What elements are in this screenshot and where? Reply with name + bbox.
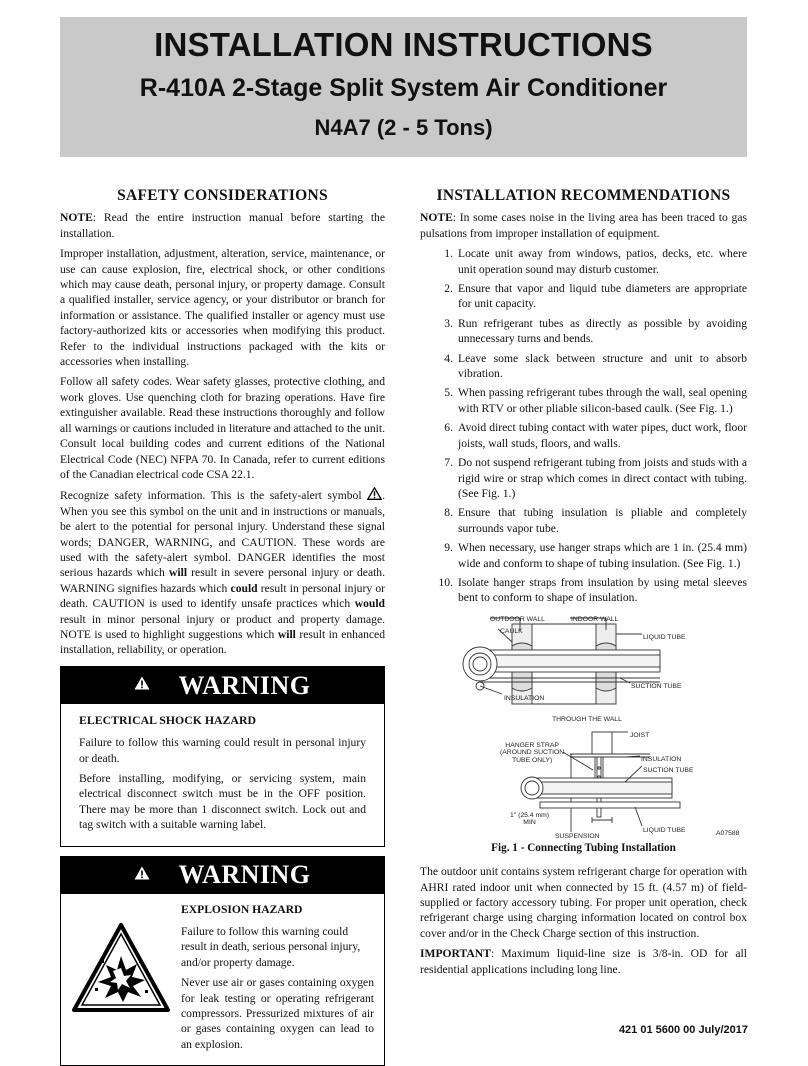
safety-title: SAFETY CONSIDERATIONS [117,187,328,204]
charge-paragraph: The outdoor unit contains system refrigerant charge for operation with AHRI rated indoor unit when connected by 15 ft. (4.57 m) of field-supplied or factory accessory tubing. For proper unit operation, check refrigerant charge using charging information located on control box cover and/or in the Check Charge section of this instruction. [420,865,747,940]
warning-triangle-icon [134,866,150,884]
label-suction-tube: SUCTION TUBE [631,682,682,690]
safety-paragraph-1: Improper installation, adjustment, alteration, service, maintenance, or use can cause explosion, fire, electrical shock, or other conditions which may cause death, personal injury, or property damage. Consult a qualified installer, service agency, or your distributor or branch for information or assistance. The qualified installer or agency must use factory-authorized kits or accessories when modifying this product. Refer to the individual instructions packaged with the kits or accessories when installing. [60,247,385,369]
list-item: 5. When passing refrigerant tubes through the wall, seal opening with RTV or other pliable silicon-based caulk. (See Fig. 1.) [444,386,747,415]
warning-bar [61,857,384,894]
header-banner [60,17,747,157]
label-joist: JOIST [630,731,650,739]
right-column [420,188,747,982]
warning-box-explosion [60,856,385,1066]
list-item: 1. Locate unit away from windows, patios, decks, etc. where unit operation sound may disturb customer. [444,247,747,276]
model-number: N4A7 (2 - 5 Tons) [314,115,493,140]
warning-heading: ELECTRICAL SHOCK HAZARD [79,712,256,727]
list-item: 8. Ensure that tubing insulation is pliable and completely surrounds vapor tube. [444,506,747,535]
document-subtitle: R-410A 2-Stage Split System Air Conditioner [139,74,668,102]
recommendations-list [420,246,747,606]
document-title: INSTALLATION INSTRUCTIONS [154,26,653,63]
list-item: 3. Run refrigerant tubes as directly as possible by avoiding unnecessary turns and bends. [444,316,747,346]
warning-label: WARNING [178,670,311,700]
list-item: 2. Ensure that vapor and liquid tube diameters are appropriate for unit capacity. [444,282,747,311]
label-insulation-2: INSULATION [641,755,682,763]
label-insulation: INSULATION [504,694,545,702]
label-min-dimension: 1" (25.4 mm) MIN [510,811,550,827]
important-paragraph: IMPORTANT: Maximum liquid-line size is 3/8-in. OD for all residential applications including long line. [420,947,747,976]
safety-paragraph-3: Recognize safety information. This is the safety-alert symbol . When you see this symbol on the unit and in instructions or manuals, be alert to the potential for personal injury. Understand these signal words; DANGER, WARNING, and CAUTION. These words are used with the safety-alert symbol. DANGER identifies the most serious hazards which will result in severe personal injury or death. WARNING signifies hazards which could result in personal injury or death. CAUTION is used to identify unsafe practices which would result in minor personal injury or product and property damage. NOTE is used to highlight suggestions which will result in enhanced installation, reliability, or operation. [60,489,386,657]
warning-text: Before installing, modifying, or servicing system, main electrical disconnect switch must be in the OFF position. There may be more than 1 disconnect switch. Lock out and tag switch with a suitable warning label. [79,772,366,832]
recommendations-note: NOTE: In some cases noise in the living area has been traced to gas pulsations from improper installation of equipment. [420,211,747,240]
warning-box-electrical [60,666,385,847]
warning-bar [61,667,384,704]
label-through-the-wall: THROUGH THE WALL [552,715,622,723]
warning-triangle-icon [134,676,150,694]
list-item: 7. Do not suspend refrigerant tubing from joists and studs with a rigid wire or strap which comes in direct contact with tubing.(See Fig. 1.) [444,456,747,500]
warning-heading: EXPLOSION HAZARD [181,902,303,916]
label-suspension: SUSPENSION [555,832,600,840]
recommendations-title: INSTALLATION RECOMMENDATIONS [436,187,731,204]
label-liquid-tube: LIQUID TUBE [643,633,686,641]
label-indoor-wall: INDOOR WALL [571,615,619,623]
label-liquid-tube-2: LIQUID TUBE [643,826,686,834]
warning-text: Failure to follow this warning could result in death, serious personal injury, and/or property damage. [181,925,361,969]
figure-code: A07588 [716,829,740,837]
list-item: 4. Leave some slack between structure and unit to absorb vibration. [444,351,747,381]
warning-text: Failure to follow this warning could result in personal injury or death. [79,736,366,765]
label-hanger-strap: HANGER STRAP (AROUND SUCTION TUBE ONLY) [500,741,565,764]
label-suction-tube-2: SUCTION TUBE [643,766,694,774]
safety-note: NOTE: Read the entire instruction manual before starting the installation. [60,211,385,240]
warning-label: WARNING [178,860,311,890]
label-caulk: CAULK [500,627,523,635]
left-column [60,188,385,1066]
list-item: 10. Isolate hanger straps from insulation by using metal sleeves bent to conform to shape of insulation. [438,575,747,605]
safety-paragraph-2: Follow all safety codes. Wear safety glasses, protective clothing, and work gloves. Use quenching cloth for brazing operations. Have fire extinguisher available. Read these instructions thoroughly and follow all warnings or cautions included in literature and attached to the unit. Consult local building codes and current editions of the National Electrical Code (NEC) NFPA 70. In Canada, refer to current editions of the Canadian electrical code CSA 22.1. [60,375,385,481]
list-item: 9. When necessary, use hanger straps which are 1 in. (25.4 mm) wide and conform to shape of tubing insulation. (See Fig. 1.) [444,541,747,570]
tubing-installation-figure [420,612,747,840]
document-footer: 421 01 5600 00 July/2017 [618,1024,748,1036]
explosion-hazard-icon [71,922,171,1014]
label-outdoor-wall: OUTDOOR WALL [490,615,545,623]
warning-text: Never use air or gases containing oxygen for leak testing or operating refrigerant compressors. Pressurized mixtures of air or gases containing oxygen can lead to an explosion. [181,976,374,1051]
figure-caption: Fig. 1 - Connecting Tubing Installation [491,841,676,854]
list-item: 6. Avoid direct tubing contact with water pipes, duct work, floor joists, wall studs, floors, and walls. [444,421,747,450]
safety-alert-icon [367,487,382,500]
